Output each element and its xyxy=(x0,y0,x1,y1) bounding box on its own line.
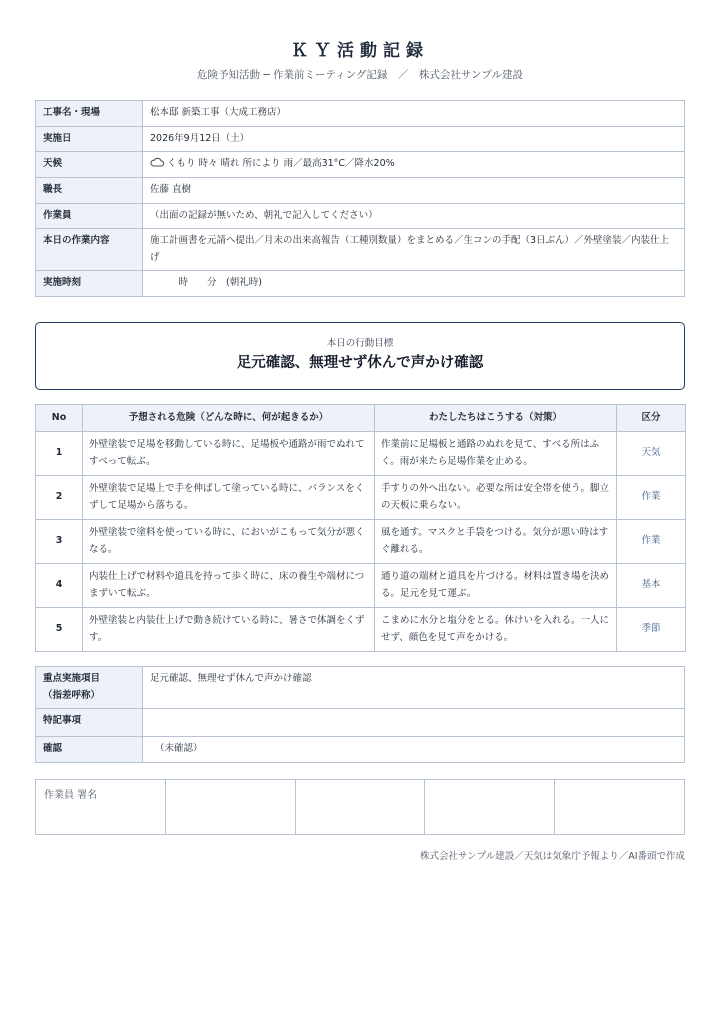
focus-value: 足元確認、無理せず休んで声かけ確認 xyxy=(143,667,685,709)
signature-label: 作業員 署名 xyxy=(36,780,166,835)
row-no: 3 xyxy=(36,520,83,564)
site-label: 工事名・現場 xyxy=(36,101,143,127)
focus-label-line2: （指差呼称） xyxy=(43,689,101,701)
row-category: 作業 xyxy=(617,476,686,520)
table-row xyxy=(36,564,686,608)
row-danger: 外壁塗装と内装仕上げで動き続けている時に、暑さで体調をくずす。 xyxy=(83,608,375,652)
page-subtitle: 危険予知活動 ─ 作業前ミーティング記録 ／ 株式会社サンプル建設 xyxy=(196,69,523,81)
row-no: 4 xyxy=(36,564,83,608)
info-row-leader xyxy=(36,177,685,203)
row-danger: 外壁塗装で塗料を使っている時に、においがこもって気分が悪くなる。 xyxy=(83,520,375,564)
table-row xyxy=(36,608,686,652)
row-measure: 手すりの外へ出ない。必要な所は安全帯を使う。脚立の天板に乗らない。 xyxy=(375,476,617,520)
leader-label: 職長 xyxy=(36,177,143,203)
weather-label: 天候 xyxy=(36,152,143,178)
points-row-notes xyxy=(36,709,685,737)
info-row-weather xyxy=(36,152,685,178)
signature-table xyxy=(35,779,685,835)
row-danger: 外壁塗装で足場を移動している時に、足場板や通路が雨でぬれてすべって転ぶ。 xyxy=(83,432,375,476)
date-value: 2026年9月12日（土） xyxy=(143,126,685,152)
info-row-time xyxy=(36,271,685,297)
row-measure: 通り道の端材と道具を片づける。材料は置き場を決める。足元を見て運ぶ。 xyxy=(375,564,617,608)
header-no: No xyxy=(36,405,83,432)
row-category: 基本 xyxy=(617,564,686,608)
row-measure: 風を通す。マスクと手袋をつける。気分が悪い時はすぐ離れる。 xyxy=(375,520,617,564)
header-measure: わたしたちはこうする（対策） xyxy=(375,405,617,432)
info-row-site xyxy=(36,101,685,127)
table-row xyxy=(36,432,686,476)
row-danger: 外壁塗装で足場上で手を伸ばして塗っている時に、バランスをくずして足場から落ちる。 xyxy=(83,476,375,520)
work-value: 施工計画書を元請へ提出／月末の出来高報告（工種別数量）をまとめる／生コンの手配（3日ぶん）／外壁塗装／内装仕上げ xyxy=(143,229,685,271)
notes-label: 特記事項 xyxy=(36,709,143,737)
risk-header-row xyxy=(36,405,686,432)
table-row xyxy=(36,520,686,564)
goal-label: 本日の行動目標 xyxy=(326,338,394,349)
row-no: 1 xyxy=(36,432,83,476)
goal-text: 足元確認、無理せず休んで声かけ確認 xyxy=(236,355,484,371)
notes-value xyxy=(143,709,685,737)
row-category: 作業 xyxy=(617,520,686,564)
confirm-label: 確認 xyxy=(36,737,143,763)
table-row xyxy=(36,476,686,520)
workers-value: （出面の記録が無いため、朝礼で記入してください） xyxy=(143,203,685,229)
workers-label: 作業員 xyxy=(36,203,143,229)
footer-note: 株式会社サンプル建設／天気は気象庁予報より／AI番頭で作成 xyxy=(420,851,685,862)
row-category: 季節 xyxy=(617,608,686,652)
row-no: 2 xyxy=(36,476,83,520)
time-label: 実施時刻 xyxy=(36,271,143,297)
signature-box[interactable] xyxy=(555,780,685,835)
page-title: ＫＹ活動記録 xyxy=(291,41,429,61)
row-danger: 内装仕上げで材料や道具を持って歩く時に、床の養生や端材につまずいて転ぶ。 xyxy=(83,564,375,608)
confirm-value: （未確認） xyxy=(143,737,685,763)
points-row-confirm xyxy=(36,737,685,763)
work-label: 本日の作業内容 xyxy=(36,229,143,271)
points-row-focus xyxy=(36,667,685,709)
signature-row xyxy=(36,780,685,835)
cloud-icon xyxy=(150,157,164,167)
info-row-work xyxy=(36,229,685,271)
date-label: 実施日 xyxy=(36,126,143,152)
header-category: 区分 xyxy=(617,405,686,432)
row-measure: こまめに水分と塩分をとる。休けいを入れる。一人にせず、顔色を見て声をかける。 xyxy=(375,608,617,652)
signature-box[interactable] xyxy=(425,780,555,835)
row-category: 天気 xyxy=(617,432,686,476)
info-row-date xyxy=(36,126,685,152)
row-no: 5 xyxy=(36,608,83,652)
info-table xyxy=(35,100,685,297)
info-row-workers xyxy=(36,203,685,229)
row-measure: 作業前に足場板と通路のぬれを見て、すべる所はふく。雨が来たら足場作業を止める。 xyxy=(375,432,617,476)
site-value: 松本邸 新築工事（大成工務店） xyxy=(143,101,685,127)
header-danger: 予想される危険（どんな時に、何が起きるか） xyxy=(83,405,375,432)
focus-label xyxy=(36,667,143,709)
goal-box xyxy=(35,322,685,390)
risk-table xyxy=(35,404,686,652)
signature-box[interactable] xyxy=(165,780,295,835)
weather-value: くもり 時々 晴れ 所により 雨／最高31°C／降水20% xyxy=(167,158,395,170)
points-table xyxy=(35,666,685,763)
signature-box[interactable] xyxy=(295,780,425,835)
weather-cell xyxy=(143,152,685,178)
focus-label-line1: 重点実施項目 xyxy=(43,673,101,684)
time-value: 時 分 (朝礼時) xyxy=(143,271,685,297)
leader-value: 佐藤 直樹 xyxy=(143,177,685,203)
